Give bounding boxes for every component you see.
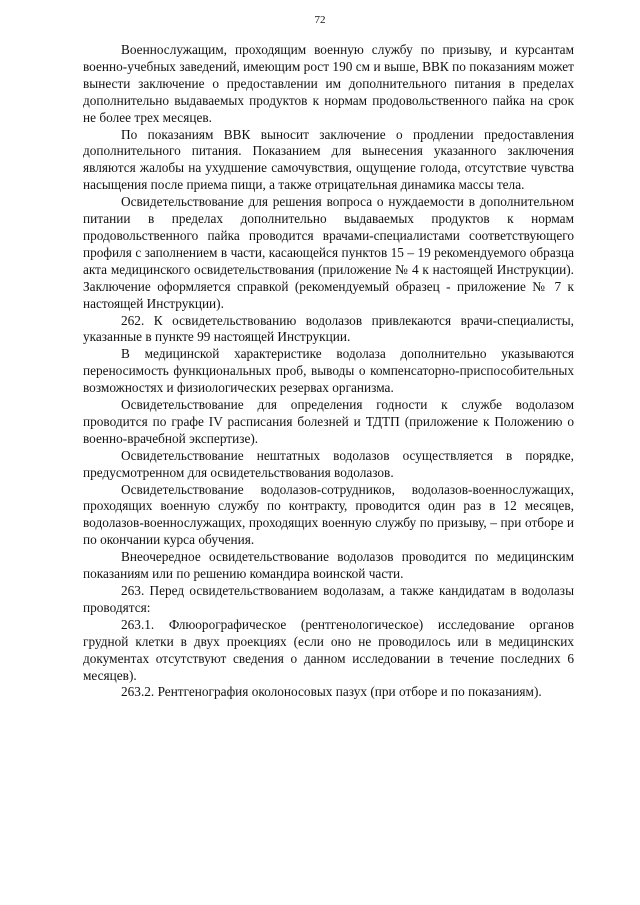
paragraph-diver-fitness-criteria: Освидетельствование для определения годности к службе водолазом проводится по графе IV расписания болезней и ТДТП (приложение к Положению о военно-врачебной экспертизе). bbox=[83, 397, 574, 446]
paragraph-examination-frequency: Освидетельствование водолазов-сотрудников, водолазов-военнослужащих, проходящих военную службу по контракту, проводится один раз в 12 месяцев, водолазов-военнослужащих, проходящих военную службу по призыву, – при отборе и по окончании курса обучения. bbox=[83, 481, 574, 548]
paragraph-extraordinary-examination: Внеочередное освидетельствование водолазов проводится по медицинским показаниям или по решению командира воинской части. bbox=[83, 549, 574, 582]
paragraph-263-pre-examination: 263. Перед освидетельствованием водолазам, а также кандидатам в водолазы проводятся: bbox=[83, 583, 574, 615]
paragraph-non-staff-divers: Освидетельствование нештатных водолазов осуществляется в порядке, предусмотренном для освидетельствования водолазов. bbox=[83, 447, 574, 480]
paragraph-263-2-sinus-radiography: 263.2. Рентгенография околоносовых пазух (при отборе и по показаниям). bbox=[121, 684, 542, 700]
paragraph-military-conscripts-nutrition: Военнослужащим, проходящим военную службу по призыву, и курсантам военно-учебных заведений, имеющим рост 190 см и выше, ВВК по показаниям может вынести заключение о предоставлении им дополнительного питания в пределах дополнительно выдаваемых продуктов к нормам продовольственного пайка на срок не более трех месяцев. bbox=[83, 42, 574, 125]
paragraph-262-divers-specialists: 262. К освидетельствованию водолазов привлекаются врачи-специалисты, указанные в пункте 99 настоящей Инструкции. bbox=[83, 312, 574, 345]
paragraph-diver-medical-characteristics: В медицинской характеристике водолаза дополнительно указываются переносимость функциональных проб, выводы о компенсаторно-приспособительных возможностях и физиологических резервах организма. bbox=[83, 346, 574, 396]
document-body bbox=[83, 42, 574, 701]
paragraph-extension-of-nutrition: По показаниям ВВК выносит заключение о продлении предоставления дополнительного питания. Показанием для вынесения указанного заключения являются жалобы на ухудшение самочувствия, ощущение голода, отсутствие чувства насыщения после приема пищи, а также отрицательная динамика массы тела. bbox=[83, 126, 574, 193]
page-number: 72 bbox=[314, 14, 326, 26]
paragraph-263-1-fluorography: 263.1. Флюорографическое (рентгенологическое) исследование органов грудной клетки в двух проекциях (если оно не проводилось или в медицинских документах отсутствуют сведения о данном исследовании в течение последних 6 месяцев). bbox=[83, 616, 574, 683]
paragraph-nutrition-examination: Освидетельствование для решения вопроса о нуждаемости в дополнительном питании в пределах дополнительно выдаваемых продуктов к нормам продовольственного пайка проводится врачами-специалистами соответствующего профиля с заполнением в части, касающейся пунктов 15 – 19 рекомендуемого образца акта медицинского освидетельствования (приложение № 4 к настоящей Инструкции). Заключение оформляется справкой (рекомендуемый образец - приложение № 7 к настоящей Инструкции). bbox=[83, 194, 574, 311]
